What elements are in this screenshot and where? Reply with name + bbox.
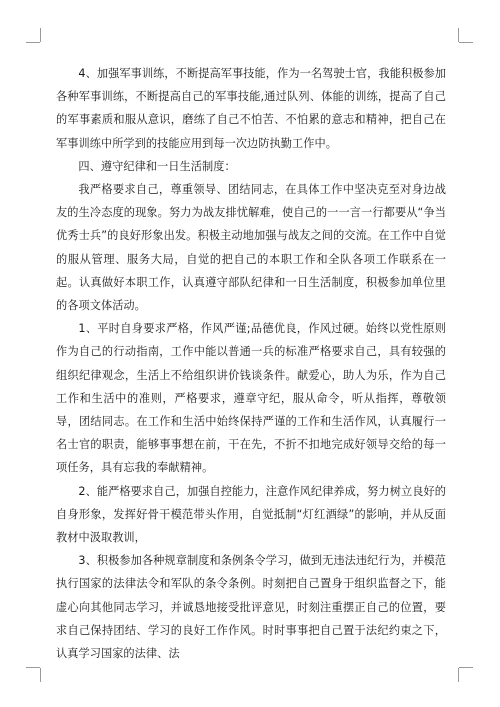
corner-mark-bottom-right-vertical bbox=[458, 668, 459, 682]
corner-mark-top-right-vertical bbox=[458, 28, 459, 42]
paragraph-item-1: 1、平时自身要求严格，作风严谨;品德优良，作风过硬。始终以党性原则作为自己的行动指南，工作中能以普通一兵的标准严格要求自己，具有较强的组织纪律观念，生活上不给组织讲价钱谈条件。献爱心，助人为乐，作为自己工作和生活中的准则，严格要求，遵章守纪，服从命令，听从指挥，尊敬领导，团结同志。在工作和生活中始终保持严谨的工作和生活作风，认真履行一名士官的职责，能够事事想在前，干在先，不折不扣地完成好领导交给的每一项任务，具有忘我的奉献精神。 bbox=[56, 322, 446, 475]
document-body bbox=[56, 62, 446, 665]
corner-mark-bottom-left-vertical bbox=[40, 668, 41, 682]
paragraph-military-training: 4、加强军事训练，不断提高军事技能，作为一名驾驶士官，我能积极参加各种军事训练，不断提高自己的军事技能,通过队列、体能的训练，提高了自己的军事素质和服从意识，磨练了自己不怕苦、不怕累的意志和精神，把自己在军事训练中所学到的技能应用到每一次边防执勤工作中。 bbox=[56, 67, 446, 150]
corner-mark-top-right-horizontal bbox=[459, 42, 473, 43]
corner-mark-top-left-vertical bbox=[40, 28, 41, 42]
paragraph-item-2: 2、能严格要求自己，加强自控能力，注意作风纪律养成，努力树立良好的自身形象，发挥好骨干模范带头作用，自觉抵制“灯红酒绿”的影响，并从反面教材中汲取教训， bbox=[56, 484, 446, 545]
corner-mark-bottom-left-horizontal bbox=[26, 667, 40, 668]
corner-mark-bottom-right-horizontal bbox=[459, 667, 473, 668]
section-heading-discipline: 四、遵守纪律和一日生活制度： bbox=[78, 159, 236, 173]
paragraph-item-3: 3、积极参加各种规章制度和条例条令学习，做到无违法违纪行为，并模范执行国家的法律法令和军队的条令条例。时刻把自己置身于组织监督之下，能虚心向其他同志学习，并诚恳地接受批评意见，时刻注重摆正自己的位置，要求自己保持团结、学习的良好工作作风。时时事事把自己置于法纪约束之下，认真学习国家的法律、法 bbox=[56, 554, 446, 661]
paragraph-discipline-overview: 我严格要求自己，尊重领导、团结同志，在具体工作中坚决克至对身边战友的生冷态度的现象。努力为战友排忧解难，使自己的一一言一行都要从“争当优秀士兵”的良好形象出发。积极主动地加强与战友之间的交流。在工作中自觉的服从管理、服务大局，自觉的把自己的本职工作和全队各项工作联系在一起。认真做好本职工作，认真遵守部队纪律和一日生活制度，积极参加单位里的各项文体活动。 bbox=[56, 183, 446, 313]
corner-mark-top-left-horizontal bbox=[26, 42, 40, 43]
